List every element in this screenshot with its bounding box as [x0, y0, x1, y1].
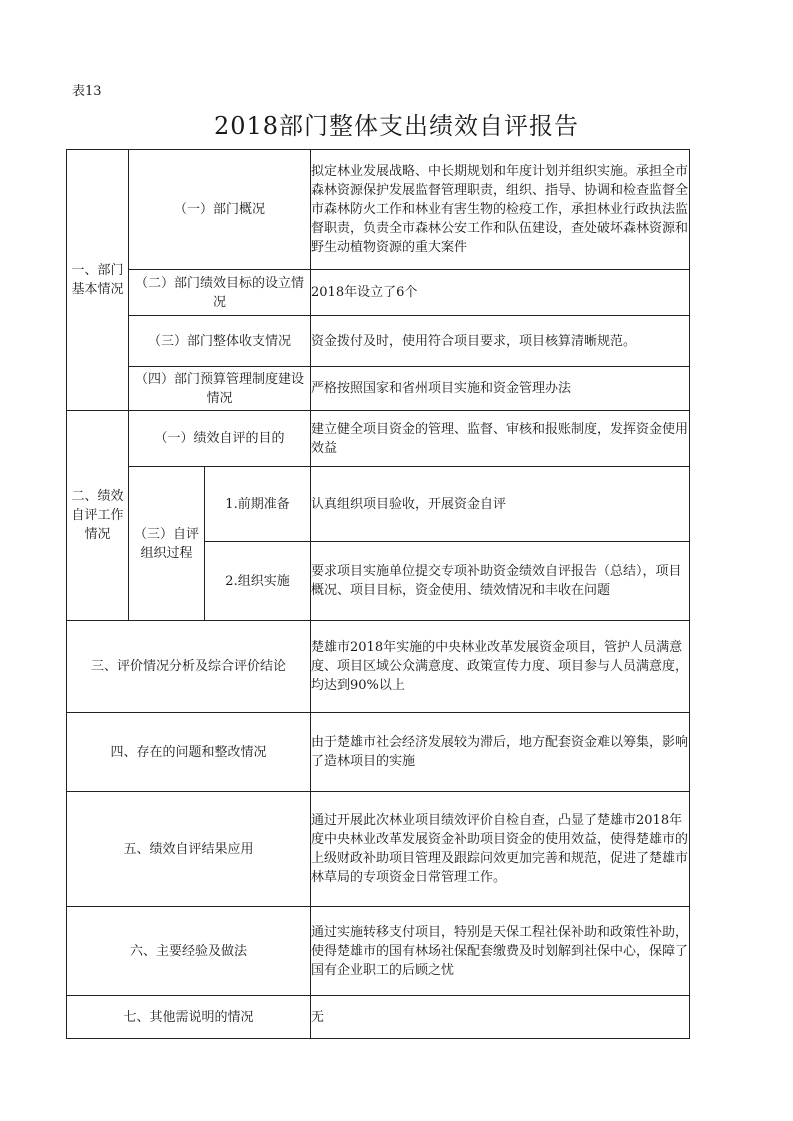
prep-step-label: 1.前期准备	[205, 467, 311, 542]
budget-status-label: （三）部门整体收支情况	[129, 316, 311, 367]
report-title: 2018部门整体支出绩效自评报告	[213, 112, 580, 140]
table-row	[67, 907, 690, 996]
section-6-value: 通过实施转移支付项目，特别是天保工程社保补助和政策性补助，使得楚雄市的国有林场社保配套缴费及时划解到社保中心，保障了国有企业职工的后顾之忧	[311, 907, 690, 996]
table-number: 表13	[72, 84, 102, 99]
budget-mgmt-label: （四）部门预算管理制度建设情况	[129, 367, 311, 411]
table-row	[67, 621, 690, 713]
impl-step-label: 2.组织实施	[205, 542, 311, 621]
table-row	[67, 316, 690, 367]
section-1-label: 一、部门基本情况	[67, 150, 129, 411]
perf-goal-label: （二）部门绩效目标的设立情况	[129, 270, 311, 316]
section-4-value: 由于楚雄市社会经济发展较为滞后，地方配套资金难以筹集，影响了造林项目的实施	[311, 713, 690, 792]
table-row	[67, 367, 690, 411]
section-7-value: 无	[311, 996, 690, 1039]
section-3-label: 三、评价情况分析及综合评价结论	[67, 621, 311, 713]
eval-process-label: （三）自评组织过程	[129, 467, 205, 621]
eval-purpose-value: 建立健全项目资金的管理、监督、审核和报账制度，发挥资金使用效益	[311, 411, 690, 467]
dept-overview-value: 拟定林业发展战略、中长期规划和年度计划并组织实施。承担全市森林资源保护发展监督管理职责，组织、指导、协调和检查监督全市森林防火工作和林业有害生物的检疫工作，承担林业行政执法监督职责，负责全市森林公安工作和队伍建设，查处破坏森林资源和野生动植物资源的重大案件	[311, 150, 690, 270]
perf-goal-value: 2018年设立了6个	[311, 270, 690, 316]
prep-step-value: 认真组织项目验收，开展资金自评	[311, 467, 690, 542]
section-3-value: 楚雄市2018年实施的中央林业改革发展资金项目，管护人员满意度、项目区域公众满意度、政策宣传力度、项目参与人员满意度，均达到90%以上	[311, 621, 690, 713]
section-2-label: 二、绩效自评工作情况	[67, 411, 129, 621]
dept-overview-label: （一）部门概况	[129, 150, 311, 270]
section-5-label: 五、绩效自评结果应用	[67, 792, 311, 907]
table-row	[67, 411, 690, 467]
table-row	[67, 150, 690, 270]
budget-status-value: 资金拨付及时，使用符合项目要求，项目核算清晰规范。	[311, 316, 690, 367]
section-4-label: 四、存在的问题和整改情况	[67, 713, 311, 792]
table-row	[67, 996, 690, 1039]
table-row	[67, 792, 690, 907]
table-row	[67, 467, 690, 542]
section-7-label: 七、其他需说明的情况	[67, 996, 311, 1039]
table-row	[67, 713, 690, 792]
budget-mgmt-value: 严格按照国家和省州项目实施和资金管理办法	[311, 367, 690, 411]
section-5-value: 通过开展此次林业项目绩效评价自检自查，凸显了楚雄市2018年度中央林业改革发展资金补助项目资金的使用效益，使得楚雄市的上级财政补助项目管理及跟踪问效更加完善和规范，促进了楚雄市林草局的专项资金日常管理工作。	[311, 792, 690, 907]
table-row	[67, 270, 690, 316]
section-6-label: 六、主要经验及做法	[67, 907, 311, 996]
eval-purpose-label: （一）绩效自评的目的	[129, 411, 311, 467]
report-table	[66, 149, 690, 1039]
impl-step-value: 要求项目实施单位提交专项补助资金绩效自评报告（总结），项目概况、项目目标，资金使用、绩效情况和丰收在问题	[311, 542, 690, 621]
